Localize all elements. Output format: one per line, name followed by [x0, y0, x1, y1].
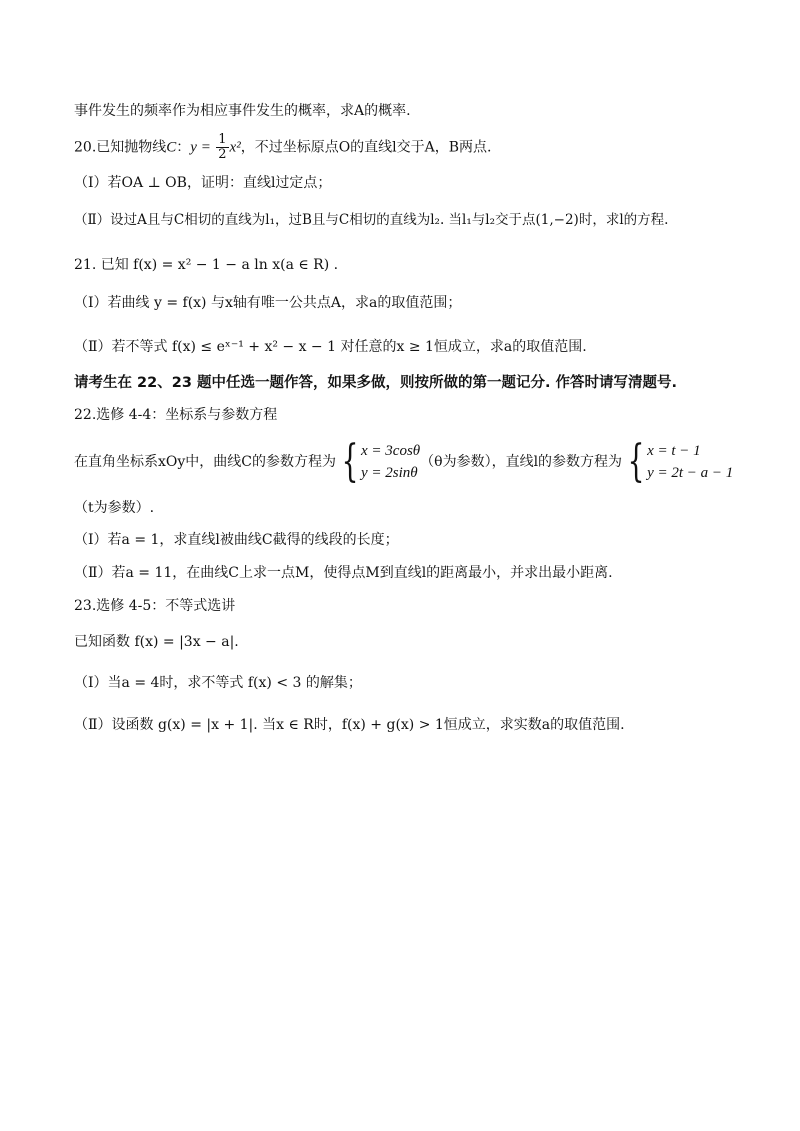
problem-20-prefix: 20.已知抛物线 [74, 139, 167, 156]
problem-23-part-2: （Ⅱ）设函数 g(x) = |x + 1|. 当x ∈ R时，f(x) + g(x) > 1恒成立，求实数a的取值范围. [74, 717, 625, 733]
problem-23-part-1: （Ⅰ）当a = 4时，求不等式 f(x) < 3 的解集； [74, 675, 362, 691]
system-1-row-1: x = 3cosθ [361, 443, 421, 459]
fraction-numerator: 1 [218, 132, 227, 147]
fraction-denominator: 2 [218, 147, 227, 162]
curve-parametric-system [336, 436, 421, 487]
problem-22-param-note: （t为参数）. [74, 500, 155, 516]
curve-c: C [166, 139, 177, 156]
x-squared: x² [229, 139, 241, 156]
problem-20-part-2: （Ⅱ）设过A且与C相切的直线为l₁，过B且与C相切的直线为l₂. 当l₁与l₂交于点(1,−2)时，求l的方程. [74, 212, 669, 228]
left-brace-icon: { [341, 436, 359, 487]
problem-21-stem: 21. 已知 f(x) = x² − 1 − a ln x(a ∈ R) . [74, 257, 339, 273]
problem-20-part-1: （Ⅰ）若OA ⊥ OB，证明：直线l过定点； [74, 175, 332, 191]
system-1-row-2: y = 2sinθ [361, 465, 418, 481]
problem-22-text-b: （θ为参数），直线l的参数方程为 [420, 454, 623, 470]
problem-22-title: 22.选修 4-4：坐标系与参数方程 [74, 407, 278, 423]
system-2-row-2: y = 2t − a − 1 [647, 465, 734, 481]
problem-23-stem: 已知函数 f(x) = |3x − a|. [74, 634, 239, 650]
problem-21-part-1: （Ⅰ）若曲线 y = f(x) 与x轴有唯一公共点A，求a的取值范围； [74, 295, 462, 311]
problem-20-suffix: ，不过坐标原点O的直线l交于A，B两点. [240, 139, 492, 156]
line-19-tail: 事件发生的频率作为相应事件发生的概率，求A的概率. [74, 103, 411, 119]
fraction-half [216, 133, 228, 162]
problem-22-text-a: 在直角坐标系xOy中，曲线C的参数方程为 [74, 454, 336, 470]
colon: ： [176, 139, 191, 156]
problem-20-stem [74, 133, 760, 162]
notice-instruction: 请考生在 22、23 题中任选一题作答，如果多做，则按所做的第一题记分. 作答时请写清题号. [74, 375, 678, 391]
problem-22-stem [74, 437, 760, 487]
left-brace-icon: { [627, 436, 645, 487]
problem-21-part-2: （Ⅱ）若不等式 f(x) ≤ eˣ⁻¹ + x² − x − 1 对任意的x ≥ 1恒成立，求a的取值范围. [74, 339, 587, 355]
problem-23-title: 23.选修 4-5：不等式选讲 [74, 598, 236, 614]
line-parametric-system [622, 436, 734, 487]
system-2-row-1: x = t − 1 [647, 443, 701, 459]
problem-22-part-2: （Ⅱ）若a = 11，在曲线C上求一点M，使得点M到直线l的距离最小，并求出最小距离. [74, 565, 613, 581]
problem-22-part-1: （Ⅰ）若a = 1，求直线l被曲线C截得的线段的长度； [74, 532, 399, 548]
y-eq: y = [190, 139, 211, 156]
